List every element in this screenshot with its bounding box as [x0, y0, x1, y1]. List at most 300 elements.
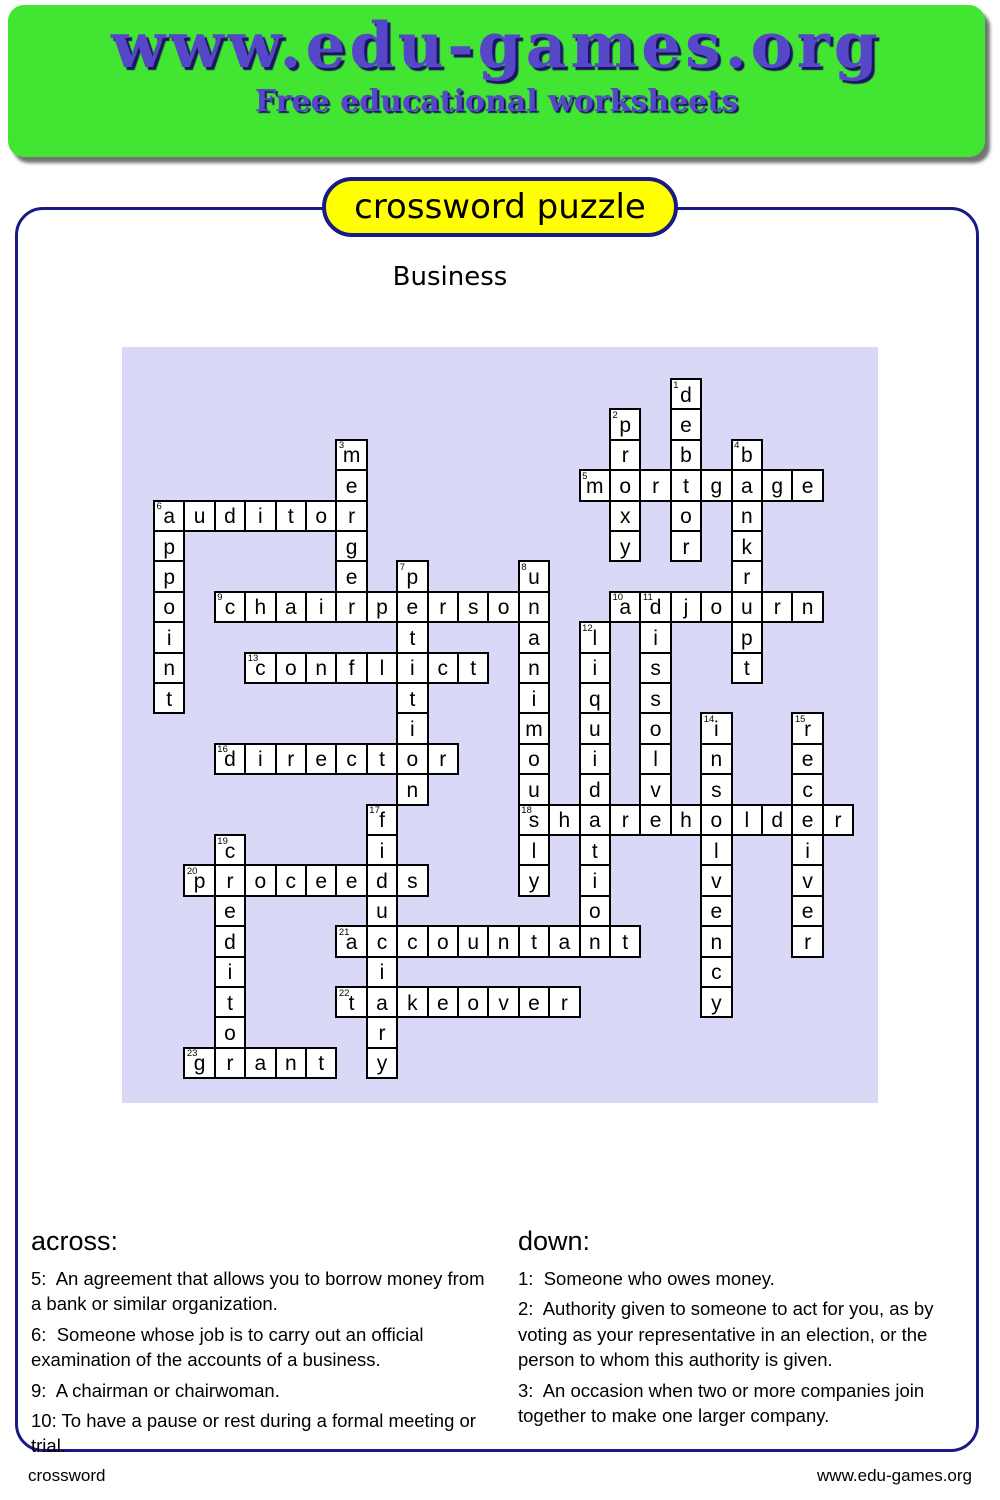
cell-letter: t — [743, 657, 750, 681]
cell-letter: v — [711, 870, 722, 894]
cell-letter: k — [407, 991, 418, 1015]
cell-letter: y — [711, 991, 722, 1015]
grid-cell — [396, 925, 428, 957]
cell-letter: e — [224, 900, 236, 924]
grid-cell — [366, 652, 398, 684]
grid-cell — [731, 560, 763, 592]
grid-cell — [396, 864, 428, 896]
grid-cell — [700, 469, 732, 501]
cell-letter: r — [682, 535, 690, 559]
grid-cell — [609, 408, 641, 440]
cell-letter: u — [528, 566, 540, 590]
cell-letter: r — [226, 870, 234, 894]
grid-cell — [579, 743, 611, 775]
cell-letter: a — [528, 626, 540, 650]
cell-letter: r — [743, 566, 751, 590]
grid-cell — [639, 804, 671, 836]
cell-letter: d — [376, 870, 388, 894]
grid-cell — [670, 469, 702, 501]
grid-cell — [427, 652, 459, 684]
cell-letter: t — [409, 626, 416, 650]
cell-letter: o — [467, 991, 480, 1015]
across-clues-section — [31, 1226, 493, 1464]
cell-letter: s — [407, 870, 418, 894]
grid-cell — [609, 439, 641, 471]
clue-number: 19 — [217, 835, 228, 847]
grid-cell — [731, 469, 763, 501]
clue-number: 11 — [642, 592, 653, 604]
grid-cell — [335, 925, 367, 957]
across-clue-list — [31, 1266, 493, 1459]
cell-letter: r — [439, 748, 447, 772]
grid-cell — [244, 591, 276, 623]
grid-cell — [761, 469, 793, 501]
cell-letter: e — [345, 566, 358, 590]
cell-letter: s — [650, 657, 661, 681]
grid-cell — [518, 986, 550, 1018]
cell-letter: c — [255, 657, 266, 681]
site-title: www.edu-games.org — [111, 8, 882, 82]
clue-number: 15 — [794, 713, 806, 725]
cell-letter: c — [407, 930, 418, 954]
grid-cell — [548, 925, 580, 957]
cell-letter: n — [497, 930, 510, 954]
grid-cell — [791, 773, 823, 805]
cell-letter: y — [619, 535, 631, 559]
down-clue-3: 3: An occasion when two or more companies join together to make one larger company. — [518, 1379, 925, 1427]
grid-cell — [427, 591, 459, 623]
cell-letter: r — [560, 991, 568, 1015]
grid-cell — [761, 591, 793, 623]
clue-number: 18 — [521, 805, 532, 817]
cell-letter: i — [592, 748, 598, 772]
cell-letter: u — [467, 930, 480, 954]
grid-cell — [335, 469, 367, 501]
cell-letter: i — [227, 961, 233, 985]
grid-cell — [366, 743, 398, 775]
clue-number: 13 — [247, 653, 259, 665]
grid-cell — [609, 500, 641, 532]
clue-number: 8 — [521, 561, 527, 573]
clue-list-number: 5 — [31, 1268, 42, 1289]
across-heading: across: — [31, 1226, 119, 1256]
cell-letter: i — [379, 839, 385, 863]
cell-letter: l — [744, 809, 750, 833]
cell-letter: d — [680, 383, 692, 407]
clue-list-number: 6 — [31, 1323, 42, 1345]
cell-letter: k — [741, 535, 753, 559]
grid-cell — [639, 652, 671, 684]
cell-letter: v — [498, 991, 509, 1015]
cell-letter: n — [163, 657, 176, 681]
site-tagline: Free educational worksheets — [254, 84, 739, 120]
clue-number: 9 — [217, 592, 223, 604]
grid-cell — [214, 956, 246, 988]
grid-cell — [518, 591, 550, 623]
cell-letter: o — [588, 900, 601, 924]
site-header — [8, 5, 985, 157]
cell-letter: s — [711, 778, 722, 802]
grid-cell — [609, 530, 641, 562]
grid-cell — [518, 652, 550, 684]
grid-cell — [396, 986, 428, 1018]
grid-cell — [275, 743, 307, 775]
cell-letter: j — [683, 596, 689, 620]
clue-number: 5 — [582, 470, 588, 482]
cell-letter: p — [193, 870, 206, 894]
grid-cell — [305, 652, 337, 684]
grid-cell — [791, 469, 823, 501]
clue-number: 12 — [582, 622, 593, 634]
grid-cell — [791, 864, 823, 896]
grid-cell — [305, 864, 337, 896]
grid-cell — [214, 743, 246, 775]
cell-letter: o — [497, 596, 510, 620]
grid-cell — [609, 591, 641, 623]
cell-letter: r — [773, 596, 781, 620]
cell-letter: c — [285, 870, 297, 894]
cell-letter: p — [163, 535, 176, 559]
cell-letter: i — [805, 839, 810, 863]
grid-cell — [366, 986, 398, 1018]
worksheet-type-badge — [322, 177, 678, 237]
cell-letter: b — [680, 444, 692, 468]
grid-cell — [244, 652, 276, 684]
grid-cell — [457, 986, 489, 1018]
grid-cell — [579, 712, 611, 744]
grid-cell — [396, 652, 428, 684]
grid-cell — [791, 804, 823, 836]
grid-cell — [366, 895, 398, 927]
cell-letter: r — [621, 809, 629, 833]
footer-site-url: www.edu-games.org — [817, 1466, 972, 1485]
grid-cell — [396, 560, 428, 592]
grid-cell — [639, 591, 671, 623]
cell-letter: a — [619, 596, 632, 620]
grid-cell — [639, 682, 671, 714]
grid-cell — [579, 469, 611, 501]
cell-letter: s — [650, 687, 661, 711]
grid-cell — [791, 925, 823, 957]
clue-text: An agreement that allows you to borrow money from a bank or similar organization. — [31, 1268, 485, 1315]
clue-number: 3 — [338, 440, 345, 452]
cell-letter: o — [436, 930, 449, 954]
grid-cell — [579, 682, 611, 714]
cell-letter: h — [558, 809, 571, 833]
grid-cell — [275, 500, 307, 532]
grid-cell — [579, 834, 611, 866]
grid-cell — [670, 500, 702, 532]
worksheet-type-label: crossword puzzle — [354, 187, 646, 227]
cell-letter: e — [315, 870, 328, 894]
grid-cell — [396, 591, 428, 623]
clue-list-number: 10 — [31, 1410, 52, 1432]
cell-letter: d — [224, 748, 236, 772]
cell-letter: g — [771, 474, 784, 498]
grid-cell — [183, 864, 215, 896]
clue-number: 2 — [612, 409, 618, 421]
grid-cell — [214, 1016, 246, 1048]
cell-letter: l — [592, 626, 598, 650]
clue-list-number: 2 — [518, 1298, 529, 1320]
grid-cell — [214, 591, 246, 623]
cell-letter: t — [531, 930, 537, 954]
cell-letter: q — [588, 687, 601, 711]
grid-cell — [670, 804, 702, 836]
cell-letter: t — [409, 687, 416, 711]
cell-letter: n — [740, 505, 753, 529]
grid-cell — [214, 1047, 246, 1079]
grid-cell — [366, 591, 398, 623]
grid-cell — [518, 925, 550, 957]
grid-cell — [670, 408, 702, 440]
cell-letter: l — [379, 657, 385, 681]
grid-cell — [153, 682, 185, 714]
cell-letter: a — [284, 596, 297, 620]
grid-cell — [366, 804, 398, 836]
grid-cell — [366, 925, 398, 957]
grid-cell — [487, 925, 519, 957]
down-clues-section — [518, 1226, 976, 1433]
cell-letter: p — [406, 566, 419, 590]
cell-letter: v — [802, 870, 813, 894]
grid-cell — [335, 500, 367, 532]
grid-cell — [700, 834, 732, 866]
cell-letter: m — [525, 718, 543, 742]
grid-cell — [335, 864, 367, 896]
grid-cell — [214, 986, 246, 1018]
cell-letter: t — [227, 991, 233, 1015]
cell-letter: u — [740, 596, 753, 620]
cell-letter: a — [163, 505, 176, 529]
cell-letter: u — [376, 900, 388, 924]
grid-cell — [305, 743, 337, 775]
grid-cell — [579, 925, 611, 957]
grid-cell — [518, 682, 550, 714]
grid-cell — [700, 864, 732, 896]
cell-letter: o — [680, 505, 692, 529]
grid-cell — [639, 712, 671, 744]
cell-letter: t — [591, 839, 598, 863]
cell-letter: v — [650, 778, 661, 802]
grid-cell — [639, 469, 671, 501]
grid-cell — [700, 712, 732, 744]
cell-letter: r — [439, 596, 447, 620]
cell-letter: y — [376, 1052, 388, 1076]
grid-cell — [487, 986, 519, 1018]
cell-letter: c — [224, 596, 236, 620]
cell-letter: e — [649, 809, 662, 833]
footer-worksheet-name: crossword — [28, 1466, 106, 1485]
clue-number: 23 — [186, 1048, 198, 1060]
cell-letter: o — [406, 748, 419, 772]
cell-letter: r — [348, 596, 356, 620]
across-clue-6: 6: Someone whose job is to carry out an official examination of the accounts of a business. — [31, 1323, 424, 1371]
cell-letter: a — [376, 991, 388, 1015]
cell-letter: n — [284, 1052, 297, 1076]
cell-letter: r — [804, 930, 812, 954]
clue-number: 21 — [338, 926, 350, 938]
grid-cell — [214, 500, 246, 532]
clue-text: An occasion when two or more companies join together to make one larger company. — [518, 1379, 925, 1427]
cell-letter: a — [740, 474, 753, 498]
cell-letter: i — [653, 626, 658, 650]
grid-cell — [153, 500, 185, 532]
grid-cell — [700, 804, 732, 836]
grid-cell — [700, 743, 732, 775]
cell-letter: i — [410, 718, 415, 742]
cell-letter: c — [376, 930, 388, 954]
grid-cell — [609, 469, 641, 501]
cell-letter: m — [586, 474, 604, 498]
cell-letter: i — [714, 718, 719, 742]
grid-cell — [518, 864, 550, 896]
cell-letter: o — [315, 505, 328, 529]
grid-cell — [639, 743, 671, 775]
grid-cell — [244, 743, 276, 775]
cell-letter: t — [470, 657, 477, 681]
cell-letter: l — [531, 839, 537, 863]
grid-cell — [487, 591, 519, 623]
cell-letter: o — [163, 596, 176, 620]
grid-cell — [639, 773, 671, 805]
grid-cell — [366, 1016, 398, 1048]
cell-letter: n — [406, 778, 419, 802]
cell-letter: o — [649, 718, 662, 742]
cell-letter: x — [619, 505, 631, 529]
clue-text: To have a pause or rest during a formal meeting or trial. — [31, 1410, 476, 1457]
cell-letter: t — [348, 991, 355, 1015]
cell-letter: e — [680, 414, 692, 438]
grid-cell — [548, 986, 580, 1018]
clue-text: Someone who owes money. — [543, 1268, 775, 1289]
cell-letter: o — [528, 748, 540, 772]
cell-letter: e — [801, 809, 814, 833]
cell-letter: r — [287, 748, 295, 772]
clue-number: 16 — [217, 744, 228, 756]
grid-cell — [396, 621, 428, 653]
grid-cell — [518, 621, 550, 653]
cell-letter: e — [406, 596, 419, 620]
grid-cell — [579, 895, 611, 927]
cell-letter: t — [622, 930, 629, 954]
cell-letter: n — [315, 657, 328, 681]
across-clue-5: 5: An agreement that allows you to borrow money from a bank or similar organization. — [31, 1268, 485, 1315]
grid-cell — [731, 652, 763, 684]
cell-letter: t — [166, 687, 173, 711]
grid-cell — [183, 500, 215, 532]
cell-letter: b — [740, 444, 753, 468]
grid-cell — [670, 530, 702, 562]
cell-letter: a — [558, 930, 571, 954]
across-clue-9: 9: A chairman or chairwoman. — [31, 1379, 280, 1401]
clue-number: 20 — [186, 865, 198, 877]
grid-cell — [761, 804, 793, 836]
cell-letter: o — [254, 870, 267, 894]
cell-letter: c — [711, 961, 722, 985]
clue-number: 4 — [734, 440, 740, 452]
cell-letter: p — [163, 566, 176, 590]
cell-letter: i — [410, 657, 415, 681]
cell-letter: g — [710, 474, 723, 498]
grid-cell — [579, 804, 611, 836]
grid-cell — [396, 682, 428, 714]
grid-cell — [700, 773, 732, 805]
grid-cell — [244, 1047, 276, 1079]
cell-letter: p — [619, 414, 632, 438]
grid-cell — [305, 591, 337, 623]
clue-list-number: 3 — [518, 1379, 529, 1401]
grid-cell — [214, 925, 246, 957]
cell-letter: g — [193, 1052, 206, 1076]
cell-letter: c — [802, 778, 813, 802]
clue-number: 6 — [156, 501, 162, 513]
grid-cell — [518, 743, 550, 775]
cell-letter: e — [315, 748, 328, 772]
cell-letter: t — [683, 474, 689, 498]
grid-cell — [427, 925, 459, 957]
cell-letter: i — [166, 626, 172, 650]
cell-letter: y — [528, 870, 540, 894]
down-clue-2: 2: Authority given to someone to act for you, as by voting as your representative in an election, or the person to whom this authority is given. — [518, 1298, 934, 1371]
cell-letter: e — [436, 991, 449, 1015]
cell-letter: i — [258, 748, 263, 772]
across-clue-10: 10: To have a pause or rest during a formal meeting or trial. — [31, 1410, 476, 1457]
grid-cell — [275, 1047, 307, 1079]
cell-letter: s — [528, 809, 540, 833]
clue-text: Someone whose job is to carry out an official examination of the accounts of a business. — [31, 1323, 424, 1371]
grid-cell — [244, 500, 276, 532]
grid-cell — [791, 834, 823, 866]
clue-number: 1 — [673, 379, 679, 391]
cell-letter: n — [588, 930, 601, 954]
grid-cell — [700, 895, 732, 927]
cell-letter: d — [771, 809, 784, 833]
cell-letter: i — [379, 961, 385, 985]
grid-cell — [153, 591, 185, 623]
grid-cell — [396, 773, 428, 805]
cell-letter: e — [345, 474, 358, 498]
cell-letter: c — [437, 657, 449, 681]
cell-letter: u — [528, 778, 540, 802]
grid-cell — [335, 591, 367, 623]
down-clue-1: 1: Someone who owes money. — [518, 1268, 775, 1289]
grid-cell — [579, 864, 611, 896]
cell-letter: c — [346, 748, 357, 772]
grid-cell — [183, 1047, 215, 1079]
clue-list-number: 1 — [518, 1268, 529, 1289]
cell-letter: r — [804, 718, 812, 742]
grid-cell — [791, 743, 823, 775]
cell-letter: e — [801, 474, 814, 498]
grid-cell — [335, 986, 367, 1018]
cell-letter: r — [652, 474, 660, 498]
cell-letter: e — [345, 870, 358, 894]
clue-number: 7 — [399, 561, 405, 573]
cell-letter: d — [588, 778, 601, 802]
cell-letter: n — [710, 748, 723, 772]
cell-letter: r — [378, 1022, 386, 1046]
cell-letter: d — [649, 596, 662, 620]
grid-cell — [700, 986, 732, 1018]
grid-cell — [366, 1047, 398, 1079]
grid-cell — [457, 925, 489, 957]
grid-cell — [275, 591, 307, 623]
clue-list-number: 9 — [31, 1379, 42, 1401]
grid-cell — [335, 652, 367, 684]
clue-number: 17 — [369, 805, 380, 817]
grid-cell — [153, 652, 185, 684]
